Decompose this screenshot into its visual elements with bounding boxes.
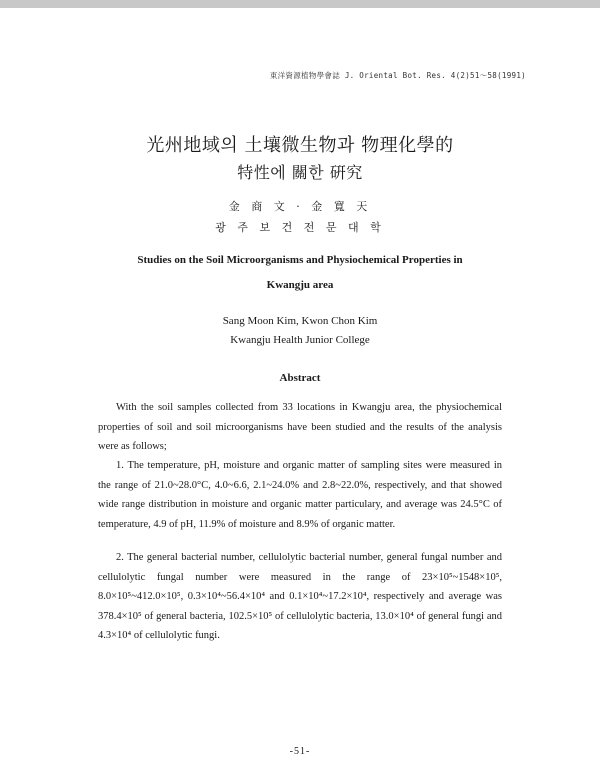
english-title-line1: Studies on the Soil Microorganisms and Physiochemical Properties in (137, 254, 463, 266)
abstract-heading: Abstract (279, 372, 321, 384)
korean-title-line2: 特性에 關한 硏究 (237, 163, 363, 182)
abstract-paragraph-1: 1. The temperature, pH, moisture and organic matter of sampling sites were measured in the range of 21.0~28.0°C, 4.0~6.6, 2.1~24.0% and 2.8~22.0%, respectively, and that showed wide range distribution in moisture and organic matter particulary, and average was 24.5°C of temperature, 4.9 of pH, 11.9% of moisture and 8.9% of organic matter. (98, 460, 502, 530)
abstract-paragraph-intro: With the soil samples collected from 33 locations in Kwangju area, the physiochemical properties of soil and soil microorganisms have been studied and the results of the analysis were as follows; (98, 402, 502, 453)
scan-edge (0, 0, 600, 8)
korean-title-line1: 光州地域의 土壤微生物과 物理化學的 (146, 135, 454, 156)
korean-authors: 金 商 文 · 金 寬 天 (228, 200, 372, 213)
korean-institution: 광 주 보 건 전 문 대 학 (215, 221, 385, 234)
page-number: -51- (289, 746, 311, 757)
english-authors: Sang Moon Kim, Kwon Chon Kim (222, 315, 378, 327)
abstract-paragraph-2: 2. The general bacterial number, cellulolytic bacterial number, general fungal number and cellulolytic fungal number were measured in the range of 23×10⁵~1548×10⁵, 8.0×10⁵~412.0×10⁵, 0.3×10⁴~56.4×10⁴ and 0.1×10⁴~17.2×10⁴, respectively and average was 378.4×10⁵ of general bacteria, 102.5×10⁵ of cellulolytic bacteria, 13.0×10⁴ of general fungi and 4.3×10⁴ of cellulolytic fungi. (98, 552, 502, 642)
english-title-line2: Kwangju area (266, 279, 334, 291)
journal-reference: 東洋資源植物學會誌 J. Oriental Bot. Res. 4(2)51～58(1991) (269, 71, 526, 80)
english-institution: Kwangju Health Junior College (230, 334, 370, 346)
